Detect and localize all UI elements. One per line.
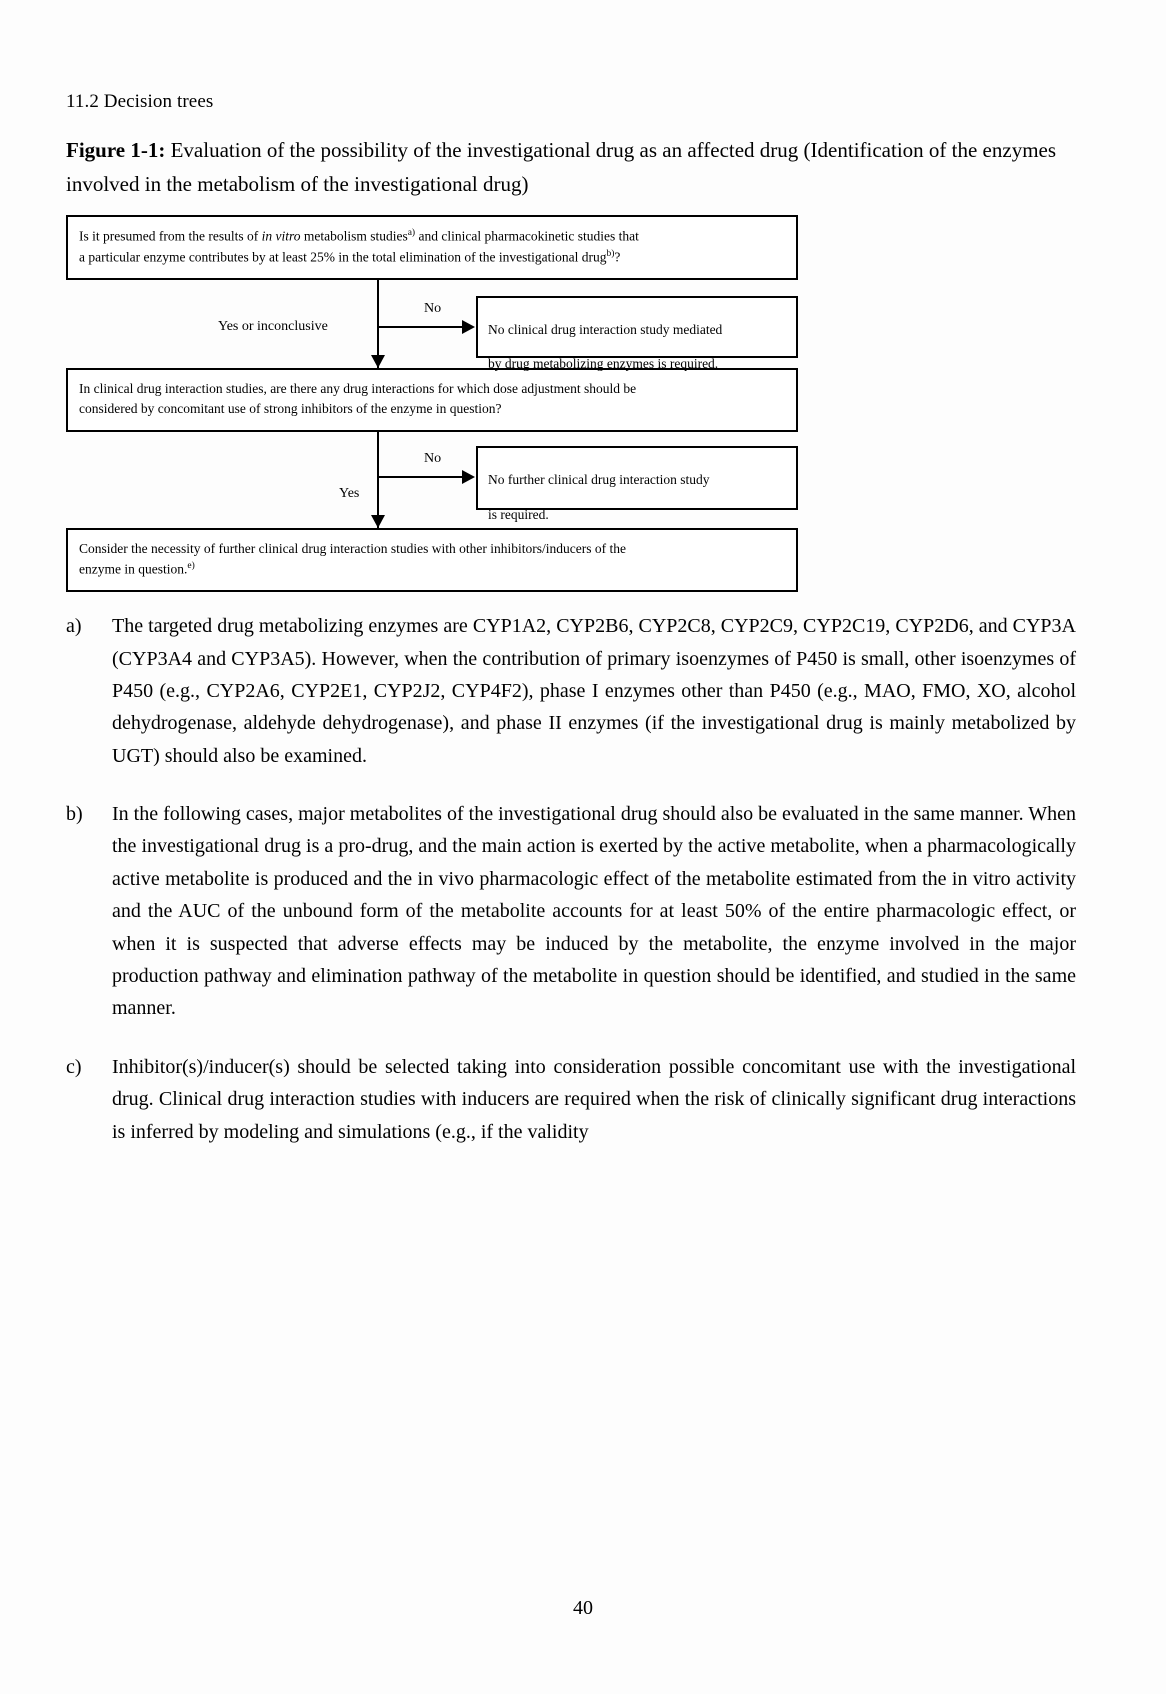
list-item xyxy=(66,1051,1076,1148)
final-footnote-marker-e: e) xyxy=(187,561,195,572)
final-line2 xyxy=(79,559,785,580)
branch-2-trunk-line xyxy=(377,432,379,528)
flow-outcome-1-box xyxy=(476,296,798,372)
figure-label: Figure 1-1: xyxy=(66,137,166,162)
figure-caption: Evaluation of the possibility of the investigational drug as an affected drug (Identification of the enzymes involved in the metabolism of the investigational drug) xyxy=(66,137,1057,196)
list-item xyxy=(66,798,1076,1025)
flow-branch-1 xyxy=(66,280,798,372)
connector-2-arrowhead xyxy=(371,515,385,528)
outcome-1-line1: No clinical drug interaction study mediated xyxy=(488,322,723,338)
branch-1-arrowhead xyxy=(462,320,475,334)
flow-question-2-line2: considered by concomitant use of strong inhibitors of the enzyme in question? xyxy=(79,401,502,417)
q1-line2-c: ? xyxy=(614,249,621,265)
q1-text-a: Is it presumed from the results of xyxy=(79,228,262,244)
branch-2-yes-label: Yes xyxy=(339,485,360,501)
list-item xyxy=(66,610,1076,772)
q1-text-b: metabolism studies xyxy=(300,228,408,244)
final-line2-text: enzyme in question. xyxy=(79,561,188,577)
flow-question-1-line1 xyxy=(79,226,785,247)
footnote-text: In the following cases, major metabolites of the investigational drug should also be evaluated in the same manner. When the investigational drug is a pro-drug, and the main action is exerted by the active metabolite, when a pharmacologically active metabolite is produced and the in vivo pharmacologic effect of the metabolite estimated from the in vitro activity and the AUC of the unbound form of the metabolite accounts for at least 50% of the entire pharmacologic effect, or when it is suspected that adverse effects may be induced by the metabolite, the enzyme involved in the major production pathway and elimination pathway of the metabolite in question should be identified, and studied in the same manner. xyxy=(112,803,1076,1020)
footnote-list xyxy=(66,610,1076,1148)
connector-1-arrowhead xyxy=(371,355,385,368)
footnote-marker: c) xyxy=(66,1055,82,1078)
q1-line2-a: a particular enzyme contributes by at least 25% in the total elimination of the investigational drug xyxy=(79,249,607,265)
branch-1-horizontal-line xyxy=(377,326,463,328)
outcome-2-line1: No further clinical drug interaction study xyxy=(488,472,710,488)
footnote-marker: a) xyxy=(66,615,82,638)
footnote-marker: b) xyxy=(66,803,83,826)
footnote-text: Inhibitor(s)/inducer(s) should be selected taking into consideration possible concomitant use with the investigational drug. Clinical drug interaction studies with inducers are required when the risk of clinically significant drug interactions is inferred by modeling and simulations (e.g., if the validity xyxy=(112,1055,1076,1143)
branch-2-no-label: No xyxy=(424,450,442,466)
page-content xyxy=(66,88,1076,1174)
page-number: 40 xyxy=(573,1597,593,1619)
footnote-text: The targeted drug metabolizing enzymes are CYP1A2, CYP2B6, CYP2C8, CYP2C9, CYP2C19, CYP2D6, and CYP3A (CYP3A4 and CYP3A5). However, when the contribution of primary isoenzymes of P450 is small, other isoenzymes of P450 (e.g., CYP2A6, CYP2E1, CYP2J2, CYP4F2), phase I enzymes other than P450 (e.g., MAO, FMO, XO, alcohol dehydrogenase, aldehyde dehydrogenase), and phase II enzymes (if the investigational drug is mainly metabolized by UGT) should also be examined. xyxy=(112,615,1076,767)
figure-title xyxy=(66,133,1076,201)
q1-text-c: and clinical pharmacokinetic studies that xyxy=(415,228,639,244)
outcome-2-line2: is required. xyxy=(488,506,549,522)
flow-outcome-2-box xyxy=(476,446,798,522)
flow-question-2-line1: In clinical drug interaction studies, are there any drug interactions for which dose adjustment should be xyxy=(79,380,637,396)
decision-tree-flowchart xyxy=(66,215,798,593)
outcome-1-line2: by drug metabolizing enzymes is required. xyxy=(488,356,719,372)
q1-text-italic: in vitro xyxy=(261,228,301,244)
q1-footnote-marker-b: b) xyxy=(606,248,615,259)
final-line1: Consider the necessity of further clinical drug interaction studies with other inhibitors/inducers of the xyxy=(79,540,626,556)
flow-question-2-box xyxy=(66,368,798,432)
section-heading: 11.2 Decision trees xyxy=(66,91,214,112)
flow-question-1-line2 xyxy=(79,247,785,268)
flow-final-box xyxy=(66,528,798,593)
flow-question-1-box xyxy=(66,215,798,280)
flow-branch-2 xyxy=(66,432,798,528)
branch-2-arrowhead xyxy=(462,470,475,484)
branch-1-yes-label: Yes or inconclusive xyxy=(218,318,328,334)
q1-footnote-marker-a: a) xyxy=(407,227,416,238)
branch-2-horizontal-line xyxy=(377,476,463,478)
branch-1-no-label: No xyxy=(424,300,442,316)
